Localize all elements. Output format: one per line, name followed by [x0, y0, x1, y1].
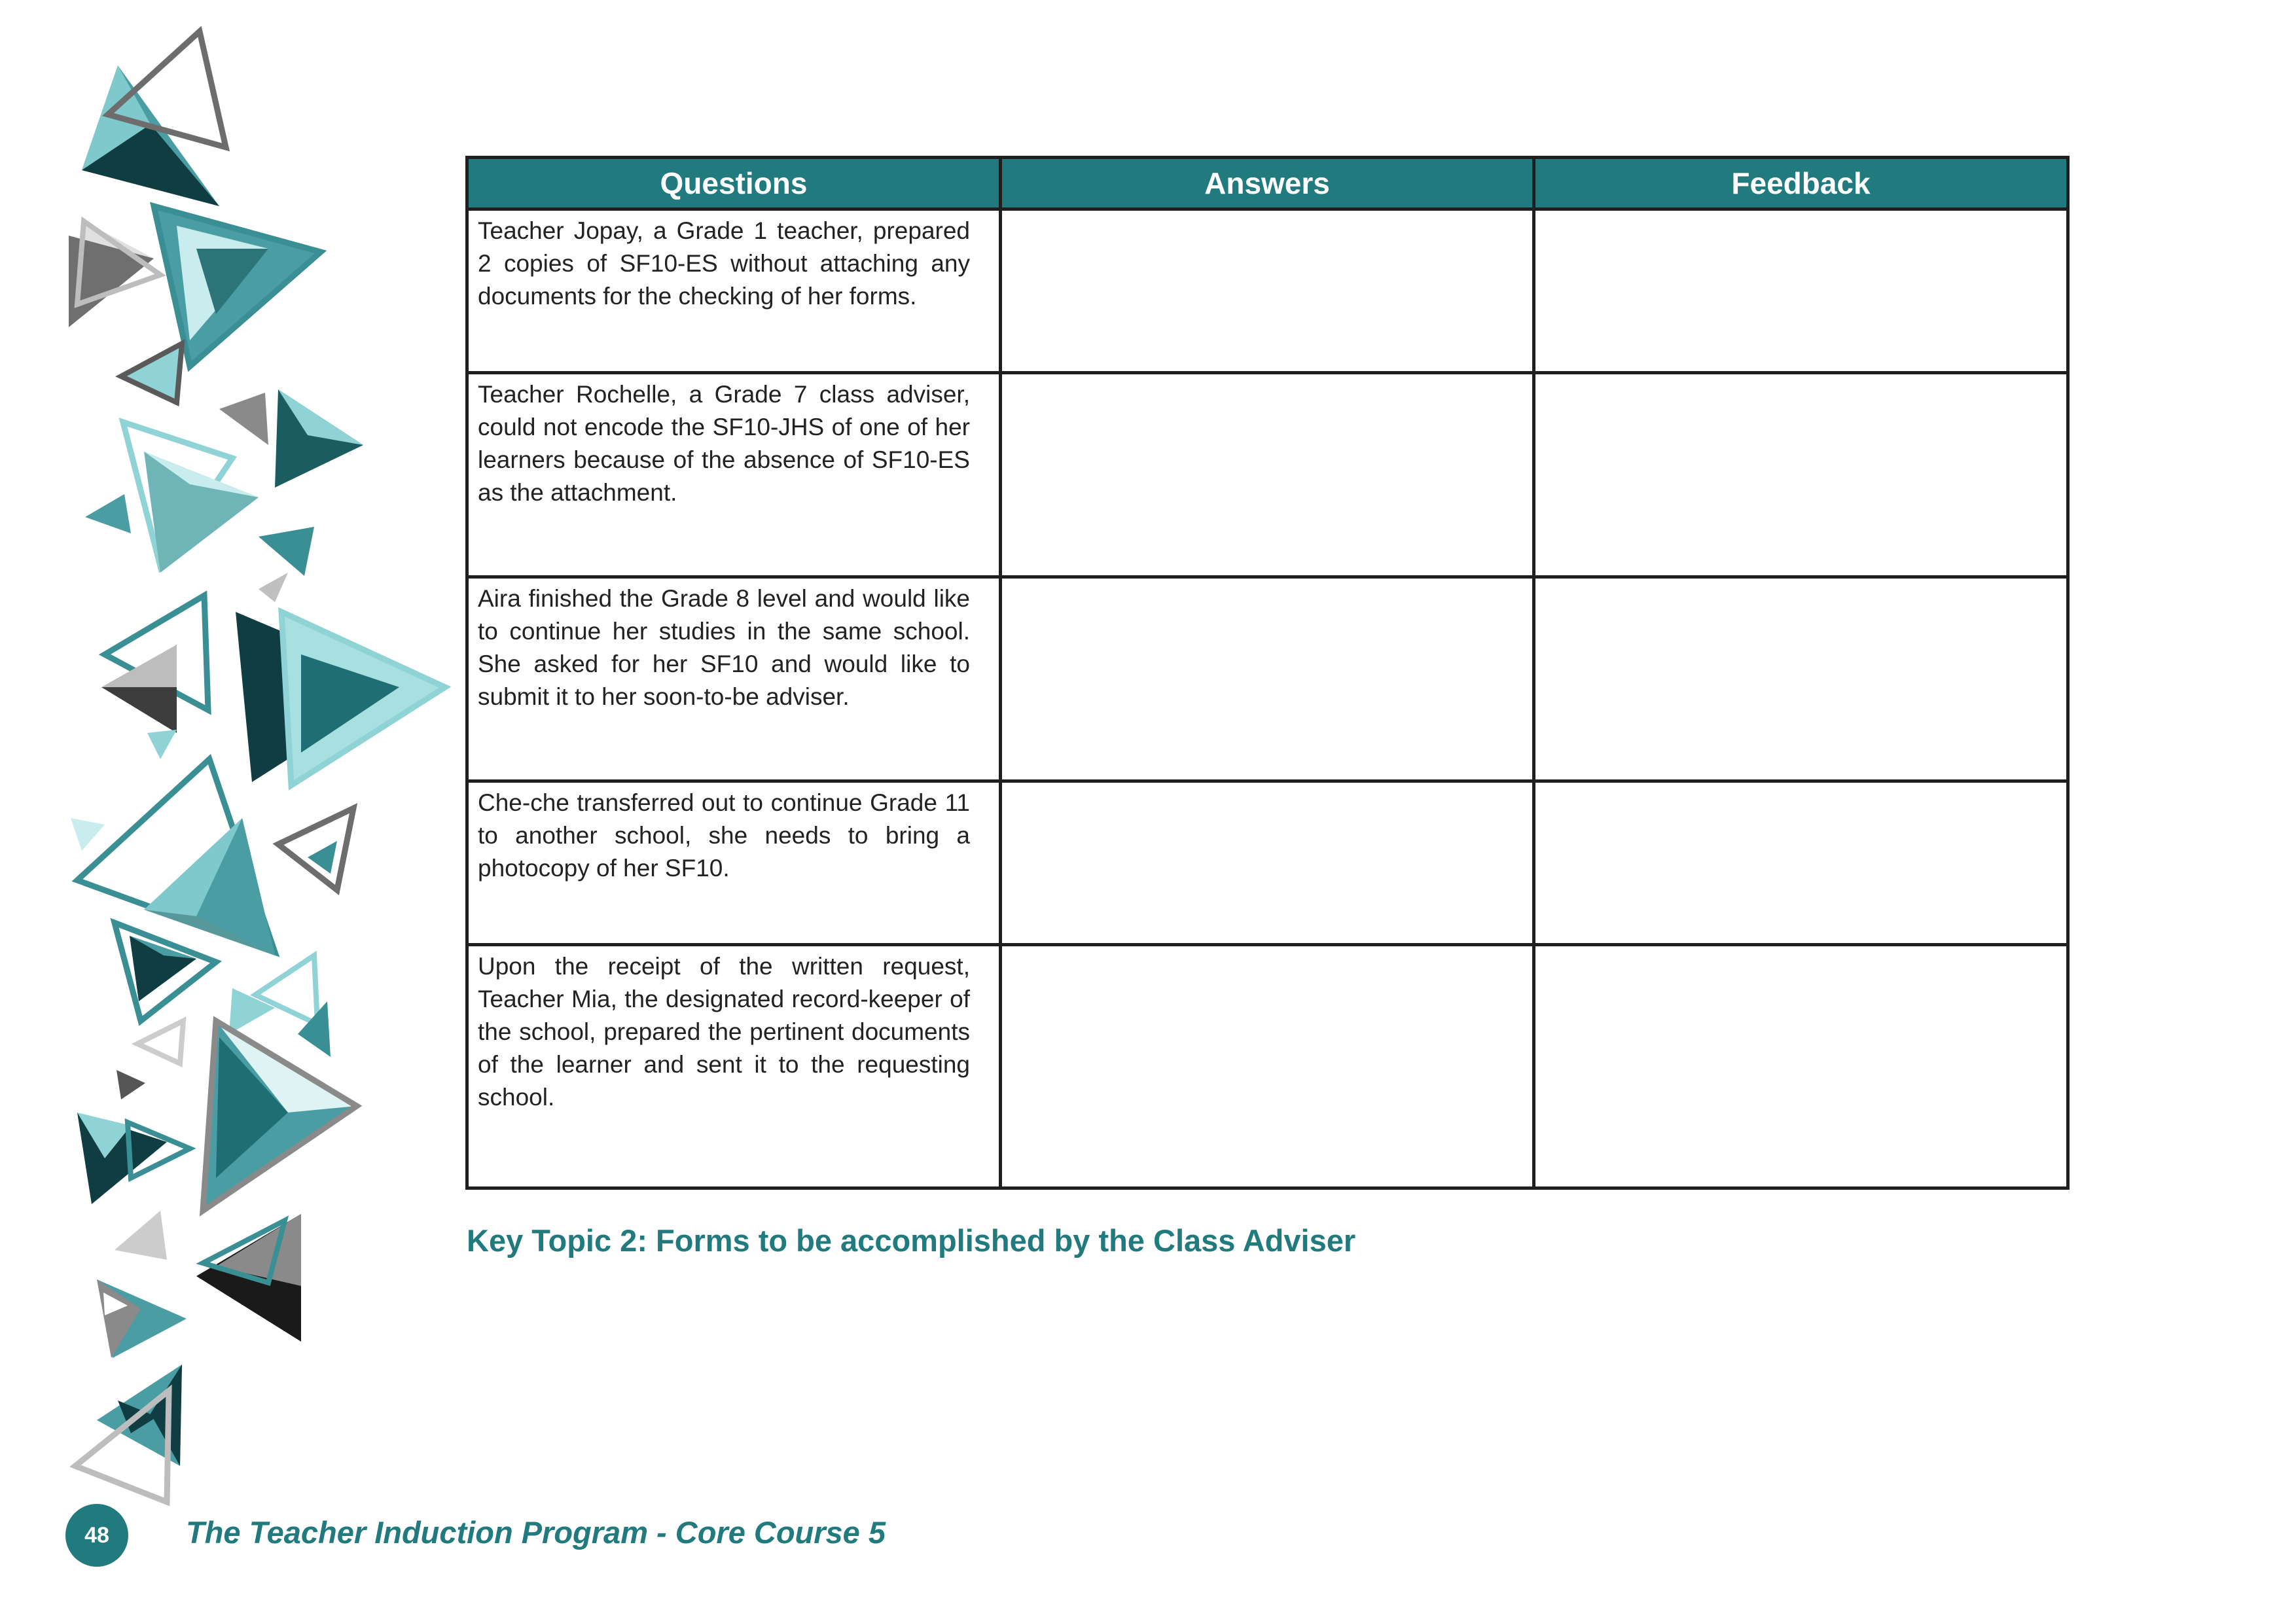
geometric-triangles-icon: [0, 0, 497, 1571]
answers-header: Answers: [1001, 158, 1534, 209]
table-row: [467, 373, 2068, 577]
feedback-cell[interactable]: [1534, 945, 2068, 1188]
answer-cell[interactable]: [1001, 781, 1534, 945]
answer-cell[interactable]: [1001, 945, 1534, 1188]
table-row: [467, 209, 2068, 373]
feedback-cell[interactable]: [1534, 781, 2068, 945]
question-cell: Teacher Jopay, a Grade 1 teacher, prepared 2 copies of SF10-ES without attaching any documents for the checking of her forms.: [467, 209, 1001, 373]
question-cell: Che-che transferred out to continue Grade 11 to another school, she needs to bring a photocopy of her SF10.: [467, 781, 1001, 945]
table-header-row: [467, 158, 2068, 209]
page-number-badge: 48: [65, 1504, 128, 1567]
footer-title: The Teacher Induction Program - Core Course 5: [186, 1515, 886, 1550]
table-row: [467, 781, 2068, 945]
feedback-header: Feedback: [1534, 158, 2068, 209]
answer-cell[interactable]: [1001, 373, 1534, 577]
table-row: [467, 945, 2068, 1188]
question-cell: Upon the receipt of the written request, Teacher Mia, the designated record-keeper of the school, prepared the pertinent documents of the learner and sent it to the requesting school.: [467, 945, 1001, 1188]
questions-answers-table: [465, 156, 2070, 1190]
answer-cell[interactable]: [1001, 577, 1534, 781]
questions-header: Questions: [467, 158, 1001, 209]
feedback-cell[interactable]: [1534, 373, 2068, 577]
feedback-cell[interactable]: [1534, 209, 2068, 373]
key-topic-heading: Key Topic 2: Forms to be accomplished by the Class Adviser: [467, 1223, 1356, 1258]
feedback-cell[interactable]: [1534, 577, 2068, 781]
table-row: [467, 577, 2068, 781]
answer-cell[interactable]: [1001, 209, 1534, 373]
question-cell: Aira finished the Grade 8 level and would like to continue her studies in the same school. She asked for her SF10 and would like to submit it to her soon-to-be adviser.: [467, 577, 1001, 781]
question-cell: Teacher Rochelle, a Grade 7 class adviser, could not encode the SF10-JHS of one of her learners because of the absence of SF10-ES as the attachment.: [467, 373, 1001, 577]
